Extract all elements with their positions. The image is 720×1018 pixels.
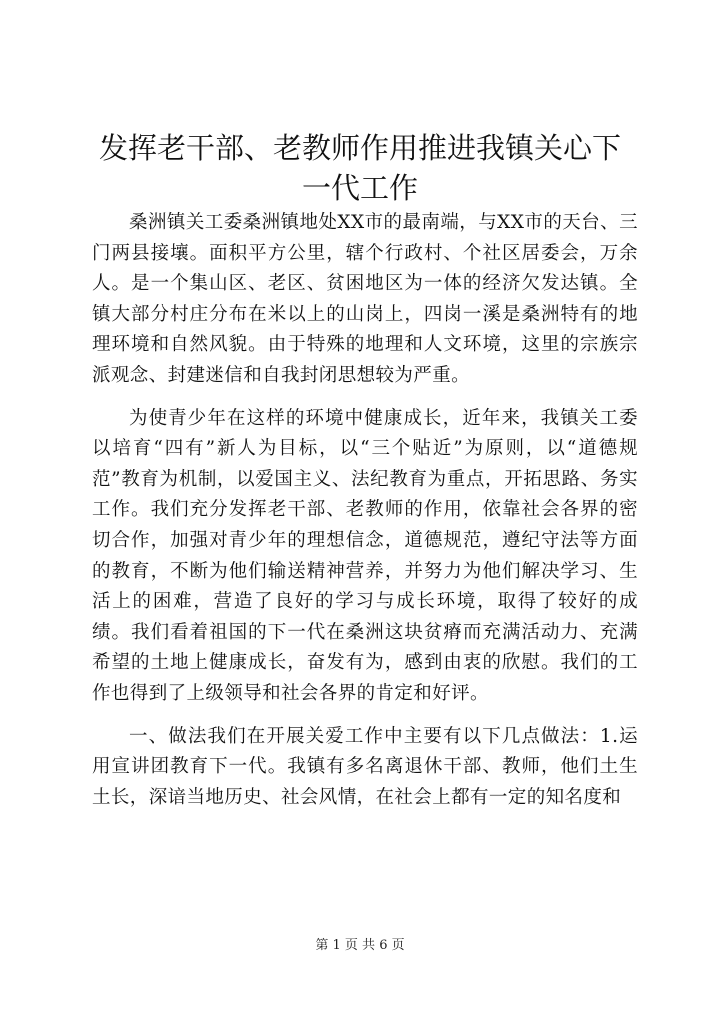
page-number-footer: 第 1 页 共 6 页	[315, 938, 405, 953]
paragraph-3: 一、做法我们在开展关爱工作中主要有以下几点做法：1.运用宣讲团教育下一代。我镇有多名离退休干部、教师，他们土生土长，深谙当地历史、社会风情，在社会上都有一定的知名度和	[92, 725, 638, 808]
paragraph-2: 为使青少年在这样的环境中健康成长，近年来，我镇关工委以培育“四有”新人为目标，以“三个贴近”为原则，以“道德规范”教育为机制，以爱国主义、法纪教育为重点，开拓思路、务实工作。我们充分发挥老干部、老教师的作用，依靠社会各界的密切合作，加强对青少年的理想信念，道德规范，遵纪守法等方面的教育，不断为他们输送精神营养，并努力为他们解决学习、生活上的困难，营造了良好的学习与成长环境，取得了较好的成绩。我们看着祖国的下一代在桑洲这块贫瘠而充满活动力、充满希望的土地上健康成长，奋发有为，感到由衷的欣慰。我们的工作也得到了上级领导和社会各界的肯定和好评。	[92, 407, 638, 704]
paragraph-1: 桑洲镇关工委桑洲镇地处XX市的最南端，与XX市的天台、三门两县接壤。面积平方公里，辖个行政村、个社区居委会，万余人。是一个集山区、老区、贫困地区为一体的经济欠发达镇。全镇大部分村庄分布在米以上的山岗上，四岗一溪是桑洲特有的地理环境和自然风貌。由于特殊的地理和人文环境，这里的宗族宗派观念、封建迷信和自我封闭思想较为严重。	[92, 212, 638, 386]
document-title: 发挥老干部、老教师作用推进我镇关心下一代工作	[98, 131, 621, 205]
document-body	[92, 208, 638, 825]
